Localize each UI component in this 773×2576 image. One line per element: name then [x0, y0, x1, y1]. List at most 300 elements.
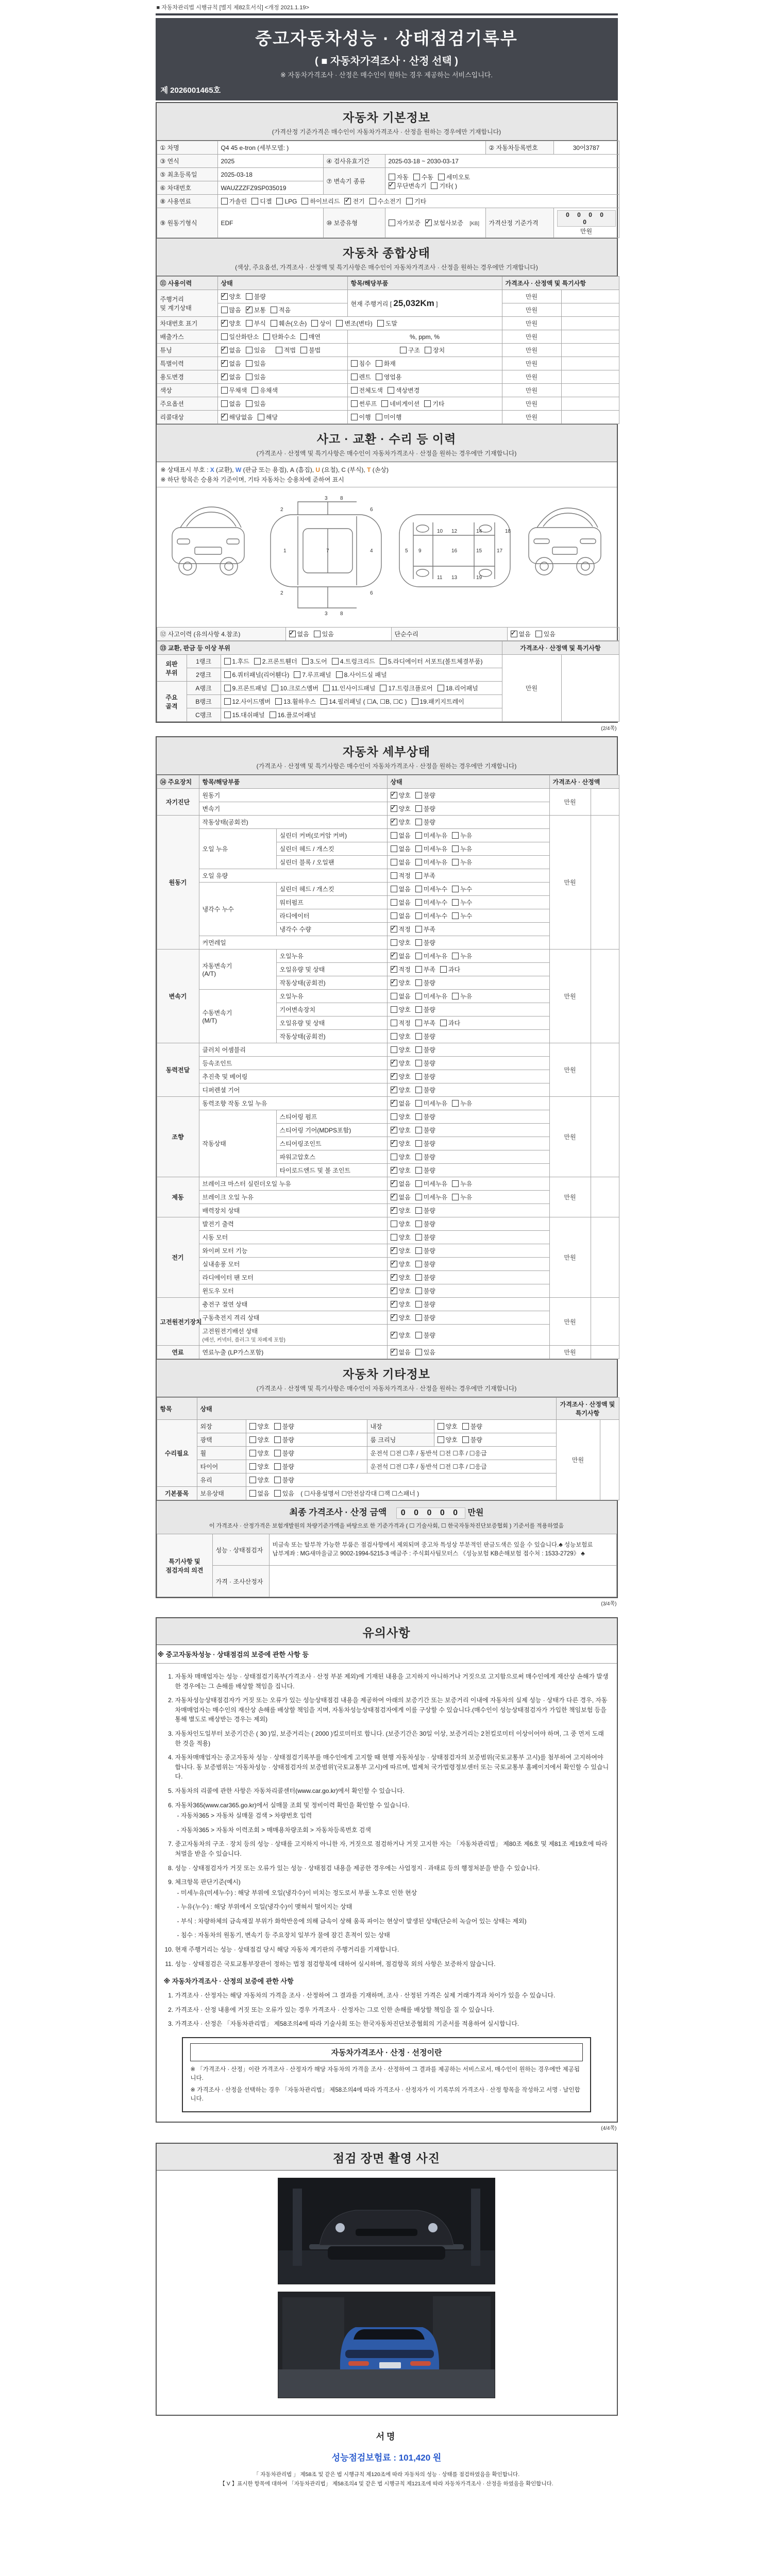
checkbox-option[interactable]: 구조 [400, 346, 420, 354]
checkbox-option[interactable]: 누유 [452, 992, 472, 1001]
checkbox-option[interactable]: ✓양호 [221, 292, 241, 301]
checkbox-option[interactable]: 7.루프패널 [294, 670, 331, 679]
checkbox[interactable] [380, 685, 386, 691]
checkbox-option[interactable]: 불량 [415, 1313, 435, 1322]
checkbox-option[interactable]: 있음 [246, 372, 266, 381]
checkbox[interactable] [452, 912, 459, 919]
checkbox-option[interactable]: 15.대쉬패널 [224, 710, 265, 719]
checkbox[interactable] [391, 832, 397, 839]
checkbox-option[interactable]: 미세누유 [415, 1193, 447, 1201]
checkbox-option[interactable]: 수소전기 [369, 197, 401, 206]
checkbox[interactable] [391, 872, 397, 879]
checkbox[interactable] [321, 698, 327, 705]
checkbox[interactable] [221, 320, 228, 327]
checkbox-option[interactable]: 부식 [246, 319, 266, 328]
checkbox-option[interactable]: 불량 [415, 938, 435, 947]
checkbox-option[interactable]: 18.리어패널 [438, 684, 478, 692]
checkbox-option[interactable]: 없음 [391, 898, 411, 907]
checkbox[interactable] [452, 899, 459, 906]
checkbox-option[interactable]: 불량 [274, 1462, 294, 1471]
checkbox[interactable] [415, 912, 422, 919]
checkbox-option[interactable]: ✓ 양호 [391, 804, 411, 813]
checkbox[interactable] [258, 414, 264, 420]
checkbox[interactable] [263, 333, 270, 340]
checkbox-option[interactable]: 10.크로스멤버 [272, 684, 318, 692]
checkbox-option[interactable]: 디젤 [251, 197, 272, 206]
checkbox[interactable] [415, 1332, 422, 1338]
checkbox[interactable] [415, 1167, 422, 1174]
checkbox[interactable] [415, 966, 422, 973]
checkbox-option[interactable]: 불량 [415, 804, 435, 813]
checkbox-option[interactable]: 양호 [438, 1422, 458, 1431]
checkbox[interactable] [415, 1314, 422, 1321]
checkbox-option[interactable]: ✓ 없음 [391, 952, 411, 960]
checkbox-option[interactable]: 누유 [452, 831, 472, 840]
checkbox[interactable] [415, 1020, 422, 1026]
checkbox[interactable] [391, 1287, 397, 1294]
checkbox-option[interactable]: 네비게이션 [381, 399, 419, 408]
checkbox[interactable] [391, 1221, 397, 1227]
checkbox[interactable] [425, 219, 432, 226]
checkbox-option[interactable]: 이행 [351, 413, 371, 421]
checkbox-option[interactable]: 부족 [415, 925, 435, 934]
checkbox[interactable] [276, 347, 282, 353]
checkbox-option[interactable]: 세미오토 [438, 173, 470, 181]
checkbox[interactable] [380, 658, 386, 665]
checkbox[interactable] [415, 845, 422, 852]
checkbox-option[interactable]: 과다 [440, 1019, 460, 1027]
checkbox-option[interactable]: 가솔린 [221, 197, 247, 206]
checkbox-option[interactable]: ✓ 양호 [391, 1313, 411, 1322]
checkbox[interactable] [302, 658, 309, 665]
checkbox-option[interactable]: 양호 [249, 1449, 270, 1458]
checkbox-option[interactable]: 미세누유 [415, 858, 447, 867]
checkbox[interactable] [391, 1073, 397, 1080]
checkbox[interactable] [381, 400, 388, 407]
checkbox[interactable] [391, 1060, 397, 1066]
checkbox[interactable] [376, 374, 382, 380]
checkbox-option[interactable]: 불량 [415, 1233, 435, 1242]
checkbox[interactable] [391, 926, 397, 933]
checkbox-option[interactable]: 14.필러패널 ( ☐A, ☐B, ☐C ) [321, 697, 407, 706]
checkbox-option[interactable]: ✓ 해당없음 [221, 413, 253, 421]
checkbox[interactable] [300, 347, 307, 353]
checkbox[interactable] [391, 1349, 397, 1355]
checkbox[interactable] [224, 658, 231, 665]
checkbox[interactable] [391, 805, 397, 812]
checkbox-option[interactable]: 양호 [391, 1233, 411, 1242]
checkbox-option[interactable]: 많음 [221, 306, 241, 314]
checkbox[interactable] [246, 347, 253, 353]
checkbox-option[interactable]: 12.사이드멤버 [224, 697, 271, 706]
checkbox-option[interactable]: ✓ 없음 [221, 372, 241, 381]
checkbox-option[interactable]: ✓ 양호 [391, 1286, 411, 1295]
checkbox-option[interactable]: 불량 [415, 978, 435, 987]
checkbox-option[interactable]: 양호 [249, 1435, 270, 1444]
checkbox-option[interactable]: 미세누유 [415, 1099, 447, 1108]
checkbox[interactable] [415, 819, 422, 825]
checkbox-option[interactable]: 훼손(오손) [271, 319, 307, 328]
checkbox[interactable] [391, 859, 397, 866]
checkbox[interactable] [274, 1477, 281, 1483]
checkbox[interactable] [415, 1154, 422, 1160]
checkbox-option[interactable]: ✓ 양호 [391, 1086, 411, 1094]
checkbox[interactable] [415, 1113, 422, 1120]
checkbox-option[interactable]: 미세누유 [415, 1179, 447, 1188]
checkbox-option[interactable]: 양호 [249, 1422, 270, 1431]
checkbox-option[interactable]: 불량 [415, 1206, 435, 1215]
checkbox-option[interactable]: 불량 [415, 1300, 435, 1309]
checkbox[interactable] [391, 1087, 397, 1093]
checkbox-option[interactable]: ✓ 없음 [391, 1348, 411, 1357]
checkbox[interactable] [391, 1332, 397, 1338]
checkbox[interactable] [431, 182, 438, 189]
checkbox-option[interactable]: 기타( ) [431, 181, 457, 190]
checkbox[interactable] [415, 1127, 422, 1133]
checkbox[interactable] [415, 1274, 422, 1281]
checkbox[interactable] [415, 859, 422, 866]
checkbox[interactable] [246, 293, 253, 300]
checkbox-option[interactable]: ✓ 양호 [391, 1072, 411, 1081]
checkbox-option[interactable]: 침수 [351, 359, 371, 368]
checkbox-option[interactable]: ✓ 없음 [289, 630, 309, 638]
checkbox[interactable] [391, 953, 397, 959]
checkbox-option[interactable]: 누수 [452, 898, 472, 907]
checkbox-option[interactable]: 13.휠하우스 [275, 697, 316, 706]
checkbox-option[interactable]: 누유 [452, 952, 472, 960]
checkbox[interactable] [440, 1020, 447, 1026]
checkbox-option[interactable]: 불량 [415, 1331, 435, 1340]
checkbox[interactable] [276, 198, 283, 205]
checkbox[interactable] [412, 698, 418, 705]
checkbox-option[interactable]: 없음 [391, 911, 411, 920]
checkbox[interactable] [351, 414, 358, 420]
checkbox[interactable] [391, 1301, 397, 1308]
checkbox[interactable] [391, 1247, 397, 1254]
checkbox[interactable] [391, 819, 397, 825]
checkbox[interactable] [271, 320, 277, 327]
checkbox[interactable] [462, 1436, 469, 1443]
checkbox[interactable] [389, 174, 395, 180]
checkbox-option[interactable]: 양호 [391, 1153, 411, 1161]
checkbox[interactable] [391, 1314, 397, 1321]
checkbox-option[interactable]: 없음 [391, 831, 411, 840]
checkbox[interactable] [452, 1100, 459, 1107]
checkbox-option[interactable]: 하이브리드 [301, 197, 340, 206]
checkbox[interactable] [311, 320, 318, 327]
checkbox[interactable] [415, 899, 422, 906]
checkbox[interactable] [415, 939, 422, 946]
checkbox[interactable] [415, 1207, 422, 1214]
checkbox-option[interactable]: 6.쿼터패널(리어휀다) [224, 670, 290, 679]
checkbox[interactable] [400, 347, 407, 353]
checkbox[interactable] [391, 1020, 397, 1026]
checkbox-option[interactable]: 수동 [413, 173, 433, 181]
checkbox-option[interactable]: 썬루프 [351, 399, 377, 408]
checkbox-option[interactable]: 있음 [274, 1489, 294, 1498]
checkbox[interactable] [391, 1006, 397, 1013]
checkbox[interactable] [224, 671, 231, 678]
checkbox[interactable] [275, 698, 282, 705]
checkbox[interactable] [415, 1287, 422, 1294]
checkbox-option[interactable]: 매연 [300, 332, 321, 341]
checkbox[interactable] [452, 832, 459, 839]
checkbox-option[interactable]: 부족 [415, 871, 435, 880]
checkbox[interactable] [415, 993, 422, 999]
checkbox[interactable] [391, 845, 397, 852]
checkbox-option[interactable]: 불량 [415, 791, 435, 800]
checkbox-option[interactable]: 미세누유 [415, 992, 447, 1001]
checkbox[interactable] [415, 1060, 422, 1066]
checkbox[interactable] [391, 966, 397, 973]
checkbox[interactable] [415, 1349, 422, 1355]
checkbox-option[interactable]: 누유 [452, 1193, 472, 1201]
checkbox-option[interactable]: 17.트렁크플로어 [380, 684, 432, 692]
checkbox-option[interactable]: 적법 [276, 346, 296, 354]
checkbox-option[interactable]: 누수 [452, 911, 472, 920]
checkbox[interactable] [391, 1180, 397, 1187]
checkbox-option[interactable]: ✓ 적정 [391, 925, 411, 934]
checkbox-option[interactable]: 있음 [246, 346, 266, 354]
checkbox[interactable] [415, 1100, 422, 1107]
checkbox-option[interactable]: 있음 [246, 359, 266, 368]
checkbox[interactable] [332, 658, 339, 665]
checkbox[interactable] [406, 198, 413, 205]
checkbox[interactable] [251, 198, 258, 205]
checkbox-option[interactable]: 적음 [271, 306, 291, 314]
checkbox[interactable] [314, 631, 321, 637]
checkbox[interactable] [377, 320, 384, 327]
checkbox[interactable] [391, 1113, 397, 1120]
checkbox-option[interactable]: 불량 [415, 1166, 435, 1175]
checkbox[interactable] [351, 360, 358, 367]
checkbox[interactable] [224, 685, 231, 691]
checkbox-option[interactable]: 있음 [535, 630, 556, 638]
checkbox[interactable] [344, 198, 351, 205]
checkbox-option[interactable]: 장치 [425, 346, 445, 354]
checkbox[interactable] [415, 1301, 422, 1308]
checkbox-option[interactable]: 양호 [249, 1476, 270, 1484]
checkbox[interactable] [272, 685, 278, 691]
checkbox[interactable] [336, 671, 343, 678]
checkbox[interactable] [415, 953, 422, 959]
checkbox[interactable] [391, 1194, 397, 1200]
checkbox[interactable] [274, 1490, 281, 1497]
checkbox-option[interactable]: 미세누유 [415, 952, 447, 960]
checkbox[interactable] [221, 374, 228, 380]
checkbox[interactable] [246, 400, 253, 407]
checkbox[interactable] [415, 1221, 422, 1227]
checkbox-option[interactable]: 불량 [415, 1005, 435, 1014]
checkbox[interactable] [221, 387, 228, 394]
checkbox-option[interactable]: ✓ 양호 [391, 791, 411, 800]
checkbox[interactable] [221, 347, 228, 353]
checkbox-option[interactable]: 영업용 [376, 372, 402, 381]
checkbox[interactable] [438, 174, 445, 180]
checkbox-option[interactable]: 2.프론트휀더 [254, 657, 297, 666]
checkbox-option[interactable]: 불량 [415, 1112, 435, 1121]
checkbox[interactable] [415, 832, 422, 839]
checkbox[interactable] [391, 899, 397, 906]
checkbox-option[interactable]: ✓ 양호 [391, 1166, 411, 1175]
checkbox[interactable] [221, 307, 228, 313]
checkbox-option[interactable]: 해당 [258, 413, 278, 421]
checkbox[interactable] [221, 293, 228, 300]
checkbox[interactable] [249, 1477, 256, 1483]
checkbox[interactable] [249, 1436, 256, 1443]
checkbox-option[interactable]: ✓ 양호 [391, 1206, 411, 1215]
checkbox[interactable] [391, 1234, 397, 1241]
checkbox-option[interactable]: 누유 [452, 858, 472, 867]
checkbox-option[interactable]: 탄화수소 [263, 332, 295, 341]
checkbox[interactable] [452, 993, 459, 999]
checkbox-option[interactable]: ✓ 양호 [391, 818, 411, 826]
checkbox[interactable] [438, 685, 444, 691]
checkbox-option[interactable]: 누유 [452, 844, 472, 853]
checkbox[interactable] [254, 658, 261, 665]
checkbox[interactable] [415, 1087, 422, 1093]
checkbox-option[interactable]: 양호 [391, 1005, 411, 1014]
checkbox-option[interactable]: 11.인사이드패널 [323, 684, 375, 692]
checkbox-option[interactable]: 불량 [462, 1435, 482, 1444]
checkbox[interactable] [274, 1436, 281, 1443]
checkbox[interactable] [274, 1463, 281, 1470]
checkbox[interactable] [300, 333, 307, 340]
checkbox[interactable] [391, 1274, 397, 1281]
checkbox[interactable] [452, 953, 459, 959]
checkbox-option[interactable]: 1.후드 [224, 657, 249, 666]
checkbox-option[interactable]: 자동 [389, 173, 409, 181]
checkbox-option[interactable]: 불량 [274, 1435, 294, 1444]
checkbox-option[interactable]: ✓ 양호 [391, 1059, 411, 1067]
checkbox[interactable] [369, 198, 376, 205]
checkbox[interactable] [452, 886, 459, 892]
checkbox-option[interactable]: 8.사이드실 패널 [336, 670, 387, 679]
checkbox-option[interactable]: ✓ 보통 [246, 306, 266, 314]
checkbox[interactable] [249, 1490, 256, 1497]
checkbox-option[interactable]: 없음 [391, 885, 411, 893]
checkbox-option[interactable]: ✓ 없음 [391, 1179, 411, 1188]
checkbox[interactable] [415, 1180, 422, 1187]
checkbox[interactable] [391, 979, 397, 986]
checkbox-option[interactable]: 불량 [462, 1422, 482, 1431]
checkbox-option[interactable]: ✓ 없음 [391, 1193, 411, 1201]
checkbox-option[interactable]: 불량 [415, 818, 435, 826]
checkbox[interactable] [415, 1261, 422, 1267]
checkbox-option[interactable]: 불량 [415, 1086, 435, 1094]
checkbox-option[interactable]: 누수 [452, 885, 472, 893]
checkbox[interactable] [351, 374, 358, 380]
checkbox-option[interactable]: 일산화탄소 [221, 332, 259, 341]
checkbox-option[interactable]: 없음 [249, 1489, 270, 1498]
checkbox[interactable] [391, 1127, 397, 1133]
checkbox-option[interactable]: 불량 [415, 1246, 435, 1255]
checkbox-option[interactable]: 미세누유 [415, 831, 447, 840]
checkbox-option[interactable]: 미세누수 [415, 885, 447, 893]
checkbox-option[interactable]: 양호 [391, 1219, 411, 1228]
checkbox-option[interactable]: 무채색 [221, 386, 247, 395]
checkbox-option[interactable]: 미이행 [376, 413, 402, 421]
checkbox-option[interactable]: 없음 [391, 858, 411, 867]
checkbox-option[interactable]: 부족 [415, 1019, 435, 1027]
checkbox[interactable] [511, 631, 517, 637]
checkbox-option[interactable]: 화재 [376, 359, 396, 368]
checkbox-option[interactable]: 양호 [391, 1032, 411, 1041]
checkbox-option[interactable]: 양호 [438, 1435, 458, 1444]
checkbox-option[interactable]: 유채색 [251, 386, 278, 395]
checkbox[interactable] [391, 1154, 397, 1160]
checkbox[interactable] [271, 307, 277, 313]
checkbox-option[interactable]: 불량 [274, 1449, 294, 1458]
checkbox[interactable] [294, 671, 300, 678]
checkbox-option[interactable]: 미세누수 [415, 898, 447, 907]
checkbox[interactable] [376, 360, 382, 367]
checkbox[interactable] [415, 792, 422, 799]
checkbox-option[interactable]: ✓ 양호 [391, 978, 411, 987]
checkbox-option[interactable]: 기타 [406, 197, 426, 206]
checkbox-option[interactable]: 불량 [415, 1286, 435, 1295]
checkbox-option[interactable]: 양호 [391, 938, 411, 947]
checkbox-option[interactable]: ✓ 양호 [391, 1260, 411, 1268]
checkbox[interactable] [274, 1450, 281, 1456]
checkbox-option[interactable]: 불량 [415, 1219, 435, 1228]
checkbox[interactable] [415, 1194, 422, 1200]
checkbox[interactable] [351, 387, 358, 394]
checkbox-option[interactable]: 불량 [274, 1422, 294, 1431]
checkbox-option[interactable]: 색상변경 [388, 386, 419, 395]
checkbox[interactable] [246, 307, 253, 313]
checkbox[interactable] [415, 926, 422, 933]
checkbox-option[interactable]: 불량 [246, 292, 266, 301]
checkbox-option[interactable]: 19.패키지트레이 [412, 697, 464, 706]
checkbox-option[interactable]: 3.도어 [302, 657, 327, 666]
checkbox[interactable] [351, 400, 358, 407]
checkbox[interactable] [246, 320, 253, 327]
checkbox-option[interactable]: 불량 [415, 1059, 435, 1067]
checkbox[interactable] [274, 1423, 281, 1430]
checkbox-option[interactable]: 불량 [415, 1273, 435, 1282]
checkbox-option[interactable]: ✓ 전기 [344, 197, 364, 206]
checkbox-option[interactable]: 없음 [221, 399, 241, 408]
checkbox-option[interactable]: 전체도색 [351, 386, 383, 395]
checkbox[interactable] [452, 859, 459, 866]
checkbox-option[interactable]: ✓양호 [391, 1331, 411, 1340]
checkbox[interactable] [221, 198, 228, 205]
checkbox-option[interactable]: 도말 [377, 319, 397, 328]
checkbox[interactable] [452, 845, 459, 852]
checkbox[interactable] [415, 1006, 422, 1013]
checkbox-option[interactable]: 16.플로어패널 [270, 710, 316, 719]
checkbox-option[interactable]: 불량 [415, 1260, 435, 1268]
checkbox[interactable] [249, 1463, 256, 1470]
checkbox[interactable] [246, 360, 253, 367]
checkbox[interactable] [391, 792, 397, 799]
checkbox[interactable] [221, 400, 228, 407]
checkbox[interactable] [424, 400, 431, 407]
checkbox-option[interactable]: ✓ 양호 [221, 319, 241, 328]
checkbox[interactable] [462, 1423, 469, 1430]
checkbox-option[interactable]: 누유 [452, 1099, 472, 1108]
checkbox[interactable] [391, 1033, 397, 1040]
checkbox[interactable] [221, 414, 228, 420]
checkbox[interactable] [413, 174, 420, 180]
checkbox[interactable] [389, 182, 395, 189]
checkbox-option[interactable]: ✓ 보험사보증 [425, 218, 463, 227]
checkbox[interactable] [452, 1180, 459, 1187]
checkbox[interactable] [336, 320, 343, 327]
checkbox[interactable] [415, 1046, 422, 1053]
checkbox-option[interactable]: 적정 [391, 1019, 411, 1027]
